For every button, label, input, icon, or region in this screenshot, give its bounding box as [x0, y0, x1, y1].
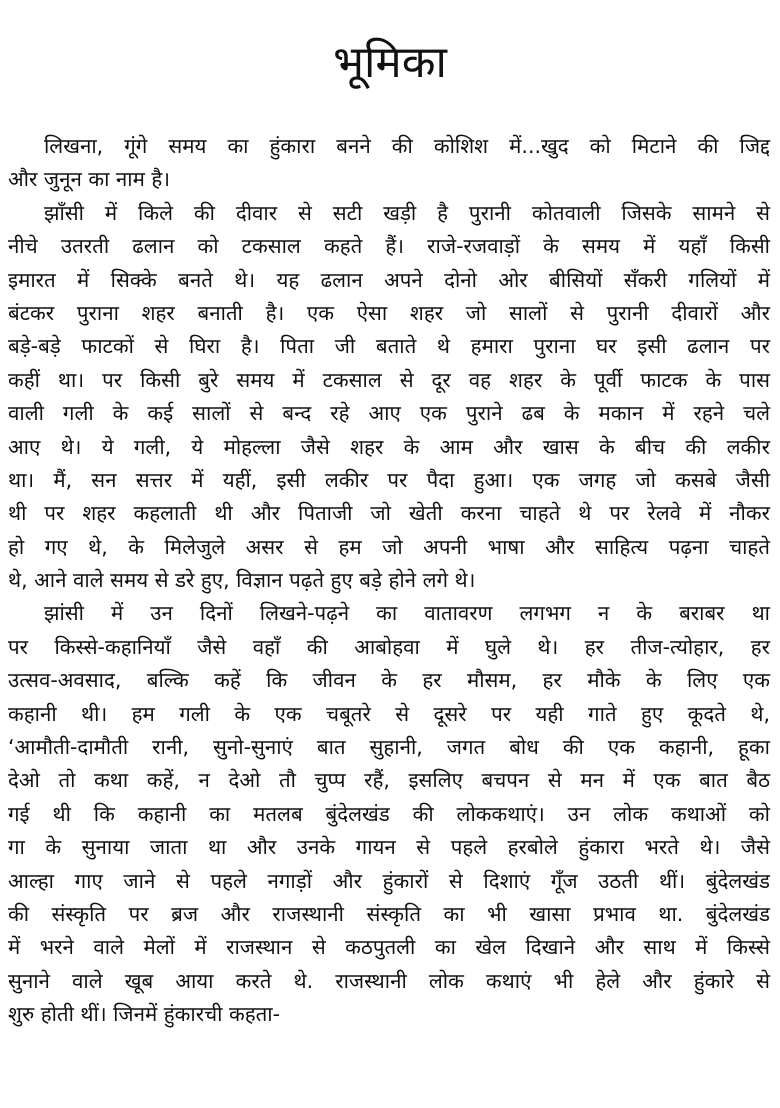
- text-line-content: थी पर शहर कहलाती थी और पिताजी जो खेती करना चाहते थे पर रेलवे में नौकर: [8, 501, 770, 526]
- text-line: [8, 297, 770, 330]
- text-line-content: गा के सुनाया जाता था और उनके गायन से पहले हरबोले हुंकारा भरते थे। जैसे: [8, 835, 770, 860]
- text-line: [8, 631, 770, 664]
- text-line-content: पर किस्से-कहानियाँ जैसे वहाँ की आबोहवा में घुले थे। हर तीज-त्योहार, हर: [8, 634, 770, 659]
- text-line-content: आए थे। ये गली, ये मोहल्ला जैसे शहर के आम और खास के बीच की लकीर: [8, 434, 770, 459]
- text-line: [8, 431, 770, 464]
- text-line: [8, 531, 770, 564]
- text-line: [8, 564, 770, 597]
- text-line-content: थे, आने वाले समय से डरे हुए, विज्ञान पढ़ते हुए बड़े होने लगे थे।: [8, 568, 476, 593]
- text-line: [8, 698, 770, 731]
- text-line-content: में भरने वाले मेलों में राजस्थान से कठपुतली का खेल दिखाने और साथ में किस्से: [8, 935, 770, 960]
- text-line: [8, 130, 770, 163]
- text-line: [8, 664, 770, 697]
- text-line: [8, 931, 770, 964]
- body-text: [8, 130, 770, 1032]
- text-line: [8, 230, 770, 263]
- text-line-content: देओ तो कथा कहें, न देओ तौ चुप्प रहैं, इसलिए बचपन से मन में एक बात बैठ: [8, 768, 770, 793]
- text-line-content: वाली गली के कई सालों से बन्द रहे आए एक पुराने ढब के मकान में रहने चले: [8, 401, 770, 426]
- text-line-content: इमारत में सिक्के बनते थे। यह ढलान अपने दोनो ओर बीसियों सँकरी गलियों में: [8, 267, 770, 292]
- text-line-content: शुरु होती थीं। जिनमें हुंकारची कहता-: [8, 1002, 280, 1027]
- text-line: [8, 163, 770, 196]
- text-line: [8, 865, 770, 898]
- page-title: भूमिका: [333, 37, 447, 88]
- text-line-content: उत्सव-अवसाद, बल्कि कहें कि जीवन के हर मौसम, हर मौके के लिए एक: [8, 668, 770, 693]
- text-line: [8, 998, 770, 1031]
- text-line-content: की संस्कृति पर ब्रज और राजस्थानी संस्कृति का भी खासा प्रभाव था. बुंदेलखंड: [8, 901, 770, 926]
- text-line-content: हो गए थे, के मिलेजुले असर से हम जो अपनी भाषा और साहित्य पढ़ना चाहते: [8, 534, 770, 559]
- text-line: [8, 731, 770, 764]
- text-line: [8, 464, 770, 497]
- text-line: [8, 197, 770, 230]
- text-line: [8, 397, 770, 430]
- text-line-content: था। मैं, सन सत्तर में यहीं, इसी लकीर पर पैदा हुआ। एक जगह जो कसबे जैसी: [8, 467, 770, 492]
- text-line: [8, 497, 770, 530]
- text-line-content: बंटकर पुराना शहर बनाती है। एक ऐसा शहर जो सालों से पुरानी दीवारों और: [8, 300, 770, 325]
- text-line-content: आल्हा गाए जाने से पहले नगाड़ों और हुंकारों से दिशाएं गूँज उठती थीं। बुंदेलखंड: [8, 868, 770, 893]
- text-line-content: कहीं था। पर किसी बुरे समय में टकसाल से दूर वह शहर के पूर्वी फाटक के पास: [8, 367, 770, 392]
- text-line: [8, 764, 770, 797]
- text-line-content: झांसी में उन दिनों लिखने-पढ़ने का वातावरण लगभग न के बराबर था: [44, 601, 770, 626]
- text-line: [8, 831, 770, 864]
- text-line-content: और जुनून का नाम है।: [8, 167, 171, 192]
- text-line-content: झाँसी में किले की दीवार से सटी खड़ी है पुरानी कोतवाली जिसके सामने से: [44, 200, 770, 225]
- text-line: [8, 364, 770, 397]
- text-line-content: बड़े-बड़े फाटकों से घिरा है। पिता जी बताते थे हमारा पुराना घर इसी ढलान पर: [8, 334, 770, 359]
- text-line: [8, 264, 770, 297]
- text-line-content: कहानी थी। हम गली के एक चबूतरे से दूसरे पर यही गाते हुए कूदते थे,: [8, 701, 770, 726]
- text-line-content: गई थी कि कहानी का मतलब बुंदेलखंड की लोककथाएं। उन लोक कथाओं को: [8, 801, 770, 826]
- text-line: [8, 965, 770, 998]
- text-line: [8, 798, 770, 831]
- text-line-content: लिखना, गूंगे समय का हुंकारा बनने की कोशिश में...खुद को मिटाने की जिद्द: [44, 134, 770, 158]
- text-line-content: ‘आमौती-दामौती रानी, सुनो-सुनाएं बात सुहानी, जगत बोध की एक कहानी, हूका: [8, 735, 770, 760]
- text-line: [8, 898, 770, 931]
- text-line: [8, 330, 770, 363]
- text-line-content: नीचे उतरती ढलान को टकसाल कहते हैं। राजे-रजवाड़ों के समय में यहाँ किसी: [8, 234, 770, 259]
- text-line: [8, 597, 770, 630]
- text-line-content: सुनाने वाले खूब आया करते थे. राजस्थानी लोक कथाएं भी हेले और हुंकारे से: [8, 968, 770, 993]
